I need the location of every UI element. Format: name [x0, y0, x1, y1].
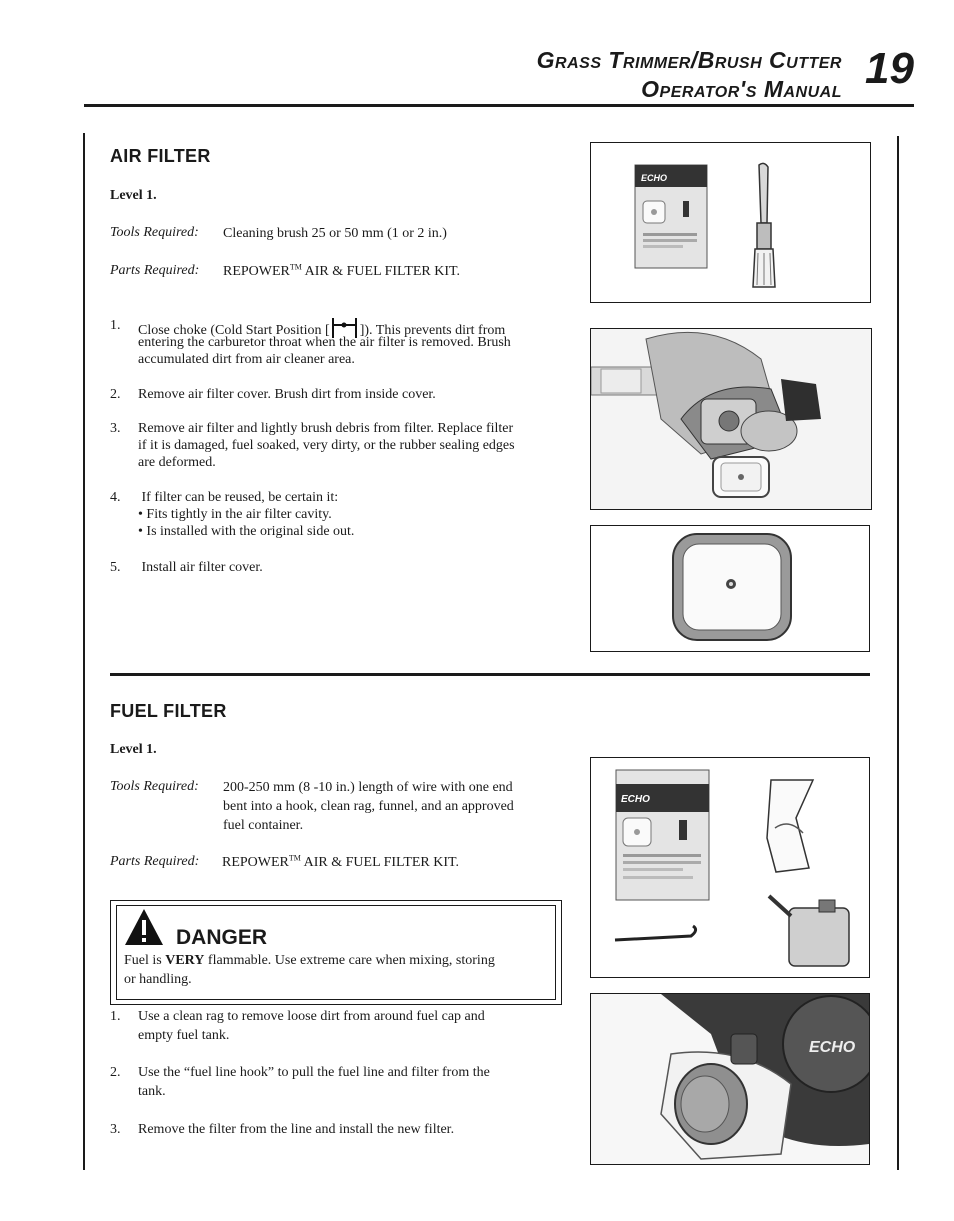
air-step-5: 5. Install air filter cover.	[110, 560, 263, 575]
air-step-4: 4. If filter can be reused, be certain it: • Fits tightly in the air filter cavity. • Is installed with the original side out.	[110, 490, 355, 539]
manual-title	[537, 46, 842, 104]
fuel-tools-line-1: 200-250 mm (8 -10 in.) length of wire with one end	[223, 780, 513, 795]
warning-triangle-icon	[123, 907, 165, 947]
air-filter-heading: AIR FILTER	[110, 146, 211, 166]
air-step-2: 2. Remove air filter cover. Brush dirt from inside cover.	[110, 387, 436, 402]
fuel-tools-line-3: fuel container.	[223, 818, 304, 833]
air-tools-label: Tools Required:	[110, 225, 199, 240]
fuel-parts-value: REPOWER™ AIR & FUEL FILTER KIT.	[222, 853, 460, 870]
air-step-3: 3. Remove air filter and lightly brush debris from filter. Replace filter if it is damaged, fuel soaked, very dirty, or the rubber sealing edges are deformed.	[110, 421, 515, 470]
engine-air-filter-illustration	[591, 329, 871, 509]
kit-and-brush-illustration	[591, 143, 870, 302]
engine-air-filter-photo	[590, 328, 872, 510]
fuel-step-3: 3. Remove the filter from the line and install the new filter.	[110, 1122, 455, 1137]
air-tools-value: Cleaning brush 25 or 50 mm (1 or 2 in.)	[223, 226, 447, 241]
section-divider	[110, 673, 870, 676]
fuel-tools-photo	[590, 757, 870, 978]
fuel-filter-level: Level 1.	[110, 742, 157, 757]
danger-text-line-1: Fuel is VERY flammable. Use extreme care when mixing, storing	[124, 953, 495, 968]
fuel-parts-label: Parts Required:	[110, 854, 200, 869]
kit-brand-text: ECHO	[641, 173, 668, 183]
air-filter-closeup-photo	[590, 525, 870, 652]
fuel-step-1: 1. Use a clean rag to remove loose dirt from around fuel cap and empty fuel tank.	[110, 1009, 485, 1043]
fuel-step-2: 2. Use the “fuel line hook” to pull the fuel line and filter from the tank.	[110, 1065, 490, 1099]
manual-title-line1: Grass Trimmer/Brush Cutter	[536, 47, 842, 73]
header-rule	[84, 104, 914, 107]
air-parts-value: REPOWER™ AIR & FUEL FILTER KIT.	[223, 262, 461, 279]
fuel-kit-brand-text: ECHO	[621, 794, 650, 805]
fuel-tools-label: Tools Required:	[110, 779, 199, 794]
danger-text-line-2: or handling.	[124, 972, 192, 987]
danger-title: DANGER	[176, 926, 268, 949]
fuel-filter-heading: FUEL FILTER	[110, 701, 227, 721]
fuel-tools-illustration	[591, 758, 869, 977]
left-margin-rule	[83, 133, 85, 1170]
kit-and-brush-photo	[590, 142, 871, 303]
right-margin-rule	[897, 136, 899, 1170]
manual-title-line2: Operator's Manual	[641, 76, 842, 102]
fuel-tank-photo	[590, 993, 870, 1165]
air-filter-closeup-illustration	[591, 526, 869, 651]
fuel-tank-illustration	[591, 994, 869, 1164]
page-number: 19	[865, 44, 914, 93]
engine-brand-text: ECHO	[809, 1039, 856, 1056]
fuel-tools-line-2: bent into a hook, clean rag, funnel, and an approved	[223, 799, 514, 814]
air-parts-label: Parts Required:	[110, 263, 200, 278]
air-step-1: 1. Close choke (Cold Start Position [ ]). This prevents dirt from entering the carburetor throat when the air filter is removed. Brush accumulated dirt from air cleaner area.	[110, 318, 511, 367]
air-filter-level: Level 1.	[110, 188, 157, 203]
